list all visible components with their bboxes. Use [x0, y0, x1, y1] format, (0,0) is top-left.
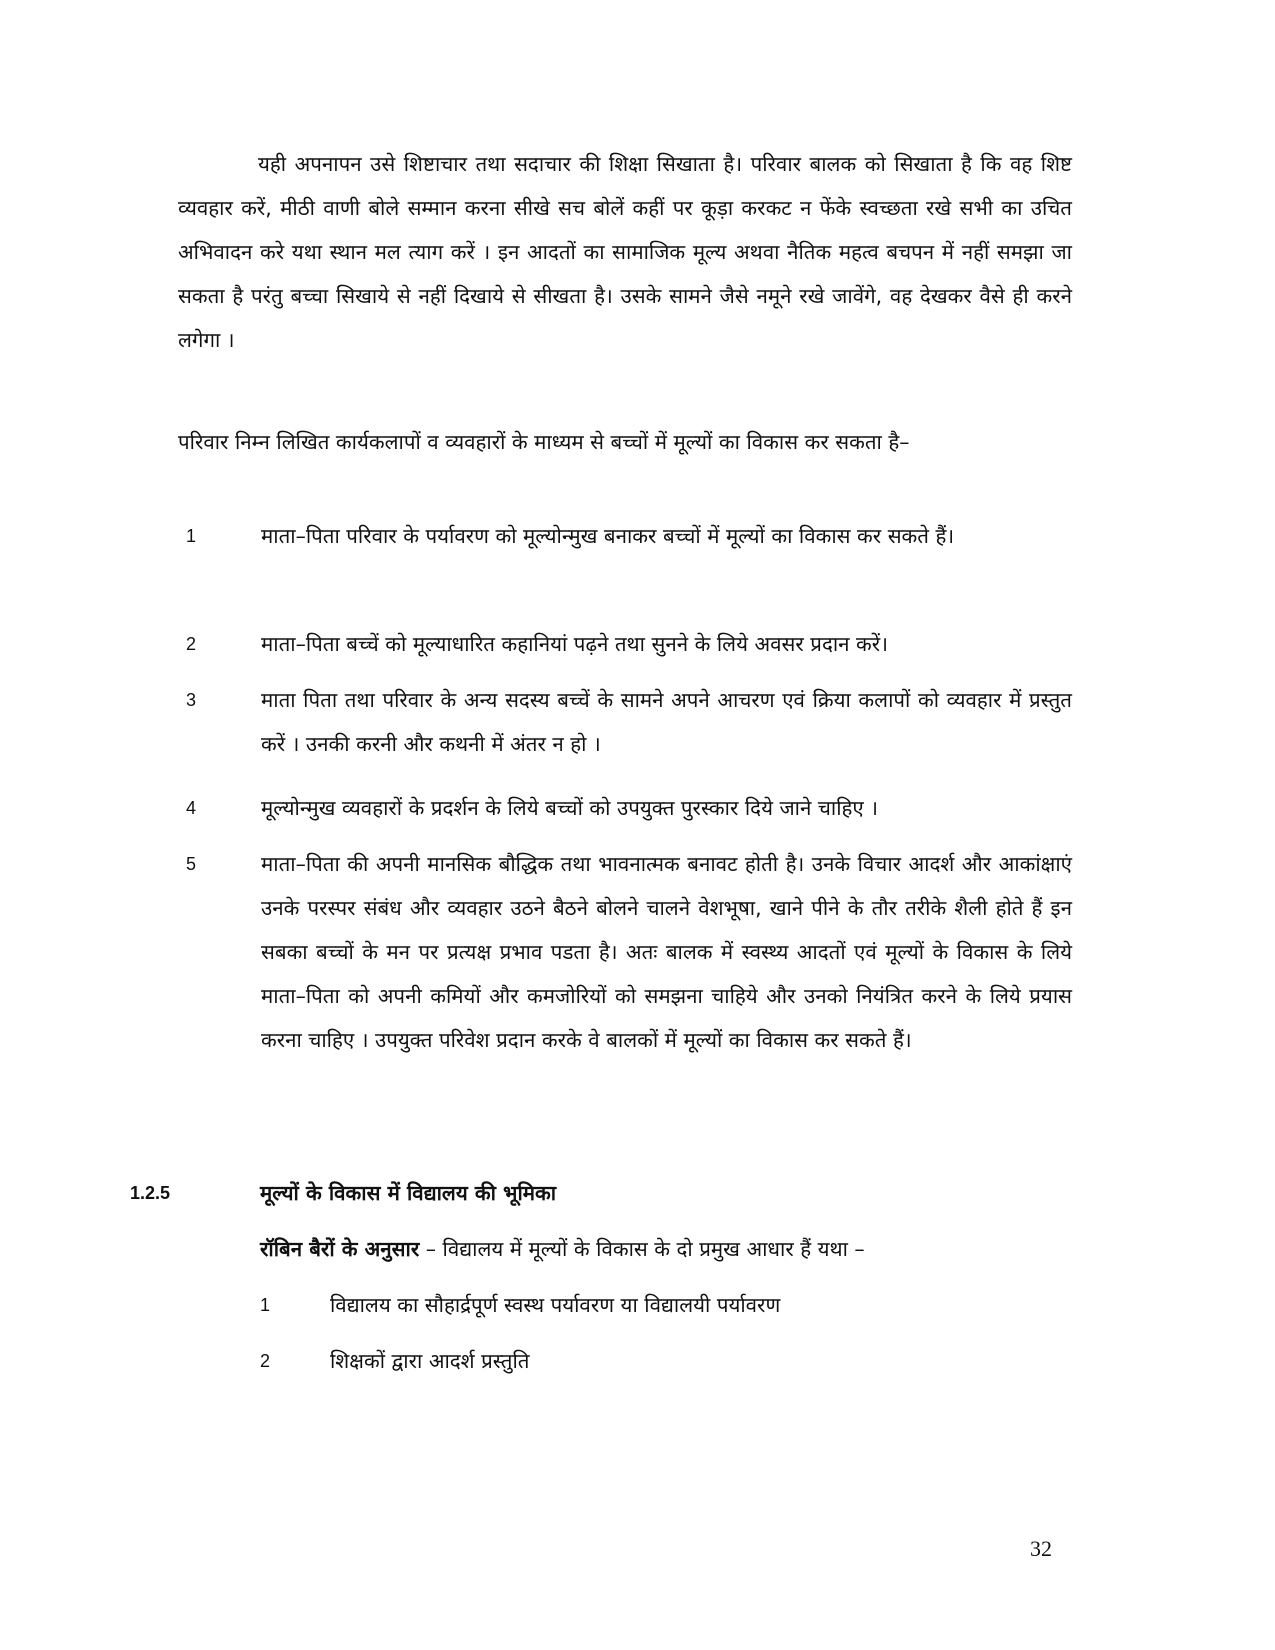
section-title: मूल्यों के विकास में विद्यालय की भूमिका [260, 1181, 557, 1205]
list-item-text: शिक्षकों द्वारा आदर्श प्रस्तुति [330, 1349, 530, 1373]
paragraph-family-activities-intro: परिवार निम्न लिखित कार्यकलापों व व्यवहारों के माध्यम से बच्चों में मूल्यों का विकास कर सकता है– [178, 430, 910, 454]
list-item-text: विद्यालय का सौहार्द्रपूर्ण स्वस्थ पर्यावरण या विद्यालयी पर्यावरण [330, 1293, 781, 1317]
list-item-text: माता–पिता परिवार के पर्यावरण को मूल्योन्मुख बनाकर बच्चों में मूल्यों का विकास कर सकते हैं। [261, 524, 955, 548]
list-item-text: माता–पिता बच्चें को मूल्याधारित कहानियां पढ़ने तथा सुनने के लिये अवसर प्रदान करें। [261, 632, 888, 656]
list-item-number: 2 [186, 634, 197, 654]
list-item-number: 5 [186, 854, 197, 874]
list-item [178, 842, 1072, 1062]
list-item-number: 1 [260, 1295, 271, 1315]
section-number: 1.2.5 [130, 1183, 171, 1203]
section-heading [130, 1171, 1070, 1215]
list-item [260, 1339, 1060, 1383]
list-item-number: 3 [186, 690, 197, 710]
list-item-number: 1 [186, 526, 197, 546]
list-item-text: मूल्योन्मुख व्यवहारों के प्रदर्शन के लिये बच्चों को उपयुक्त पुरस्कार दिये जाने चाहिए । [261, 796, 879, 820]
page-number: 32 [1030, 1536, 1052, 1561]
list-item [178, 514, 1072, 558]
paragraph-family-etiquette: यही अपनापन उसे शिष्टाचार तथा सदाचार की शिक्षा सिखाता है। परिवार बालक को सिखाता है कि वह शिष्ट व्यवहार करें, मीठी वाणी बोले सम्मान करना सीखे सच बोलें कहीं पर कूड़ा करकट न फेंके स्वच्छता रखे सभी का उचित अभिवादन करे यथा स्थान मल त्याग करें । इन आदतों का सामाजिक मूल्य अथवा नैतिक महत्व बचपन में नहीं समझा जा सकता है परंतु बच्चा सिखाये से नहीं दिखाये से सीखता है। उसके सामने जैसे नमूने रखे जावेंगे, वह देखकर वैसे ही करने लगेगा । [178, 152, 1072, 352]
list-item [178, 678, 1072, 766]
section-intro-text: – विद्यालय में मूल्यों के विकास के दो प्रमुख आधार हैं यथा – [419, 1237, 865, 1261]
section-intro [260, 1227, 1080, 1271]
section-intro-author: रॉबिन बैरों के अनुसार [260, 1237, 420, 1261]
list-item-text: माता पिता तथा परिवार के अन्य सदस्य बच्चें के सामने अपने आचरण एवं क्रिया कलापों को व्यवहार में प्रस्तुत करें । उनकी करनी और कथनी में अंतर न हो । [261, 688, 1072, 756]
list-item-number: 2 [260, 1351, 271, 1371]
list-item [260, 1283, 1060, 1327]
list-item-number: 4 [186, 798, 197, 818]
list-item-text: माता–पिता की अपनी मानसिक बौद्धिक तथा भावनात्मक बनावट होती है। उनके विचार आदर्श और आकांक्षाएं उनके परस्पर संबंध और व्यवहार उठने बैठने बोलने चालने वेशभूषा, खाने पीने के तौर तरीके शैली होते हैं इन सबका बच्चों के मन पर प्रत्यक्ष प्रभाव पडता है। अतः बालक में स्वस्थ्य आदतों एवं मूल्यों के विकास के लिये माता–पिता को अपनी कमियों और कमजोरियों को समझना चाहिये और उनको नियंत्रित करने के लिये प्रयास करना चाहिए । उपयुक्त परिवेश प्रदान करके वे बालकों में मूल्यों का विकास कर सकते हैं। [261, 852, 1072, 1052]
list-item [178, 786, 1072, 830]
list-item [178, 622, 1072, 666]
